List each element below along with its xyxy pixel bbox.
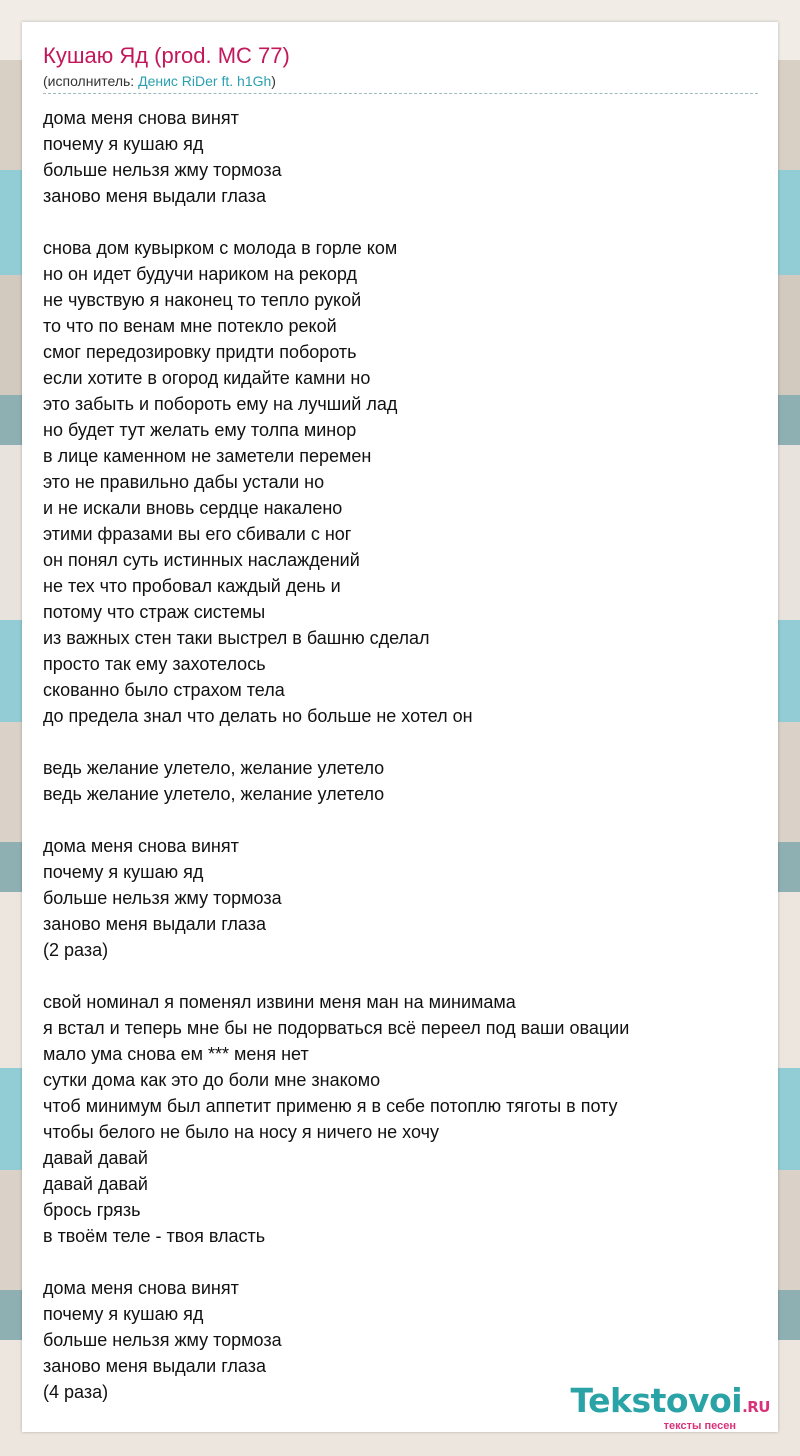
lyric-line: больше нельзя жму тормоза <box>43 160 282 180</box>
lyric-line: мало ума снова ем *** меня нет <box>43 1044 309 1064</box>
lyric-line: давай давай <box>43 1148 148 1168</box>
lyric-line: смог передозировку придти побороть <box>43 342 357 362</box>
lyric-line: дома меня снова винят <box>43 108 239 128</box>
lyric-line: до предела знал что делать но больше не хотел он <box>43 706 473 726</box>
lyric-line: он понял суть истинных наслаждений <box>43 550 360 570</box>
lyric-line: ведь желание улетело, желание улетело <box>43 758 385 778</box>
lyric-line: не тех что пробовал каждый день и <box>43 576 341 596</box>
lyric-line: то что по венам мне потекло рекой <box>43 316 337 336</box>
stanza-gap <box>43 729 758 755</box>
lyric-line: это не правильно дабы устали но <box>43 472 325 492</box>
lyrics-text <box>43 105 758 1405</box>
lyric-line: этими фразами вы его сбивали с ног <box>43 524 352 544</box>
lyric-line: (2 раза) <box>43 940 109 960</box>
logo-name: Tekstovoi <box>570 1381 743 1420</box>
artist-prefix: (исполнитель: <box>43 73 139 89</box>
lyric-line: это забыть и побороть ему на лучший лад <box>43 394 398 414</box>
lyric-line: почему я кушаю яд <box>43 1304 204 1324</box>
lyric-line: чтобы белого не было на носу я ничего не хочу <box>43 1122 439 1142</box>
lyric-line: (4 раза) <box>43 1382 109 1402</box>
lyric-line: больше нельзя жму тормоза <box>43 888 282 908</box>
lyric-line: заново меня выдали глаза <box>43 1356 266 1376</box>
lyric-line: не чувствую я наконец то тепло рукой <box>43 290 362 310</box>
artist-link[interactable]: Денис RiDer ft. h1Gh <box>138 73 272 89</box>
site-logo[interactable] <box>571 1383 770 1432</box>
lyrics-card <box>22 22 778 1432</box>
lyric-line: снова дом кувырком с молода в горле ком <box>43 238 398 258</box>
lyric-line: я встал и теперь мне бы не подорваться всё переел под ваши овации <box>43 1018 630 1038</box>
lyric-line: чтоб минимум был аппетит применю я в себе потоплю тяготы в поту <box>43 1096 618 1116</box>
lyric-line: брось грязь <box>43 1200 141 1220</box>
logo-wordmark <box>571 1383 770 1425</box>
artist-suffix: ) <box>271 73 276 89</box>
artist-line <box>43 71 758 94</box>
lyric-line: заново меня выдали глаза <box>43 186 266 206</box>
lyric-line: почему я кушаю яд <box>43 134 204 154</box>
lyric-line: почему я кушаю яд <box>43 862 204 882</box>
lyric-line: если хотите в огород кидайте камни но <box>43 368 371 388</box>
lyric-line: но он идет будучи нариком на рекорд <box>43 264 358 284</box>
lyric-line: потому что страж системы <box>43 602 266 622</box>
lyric-line: в лице каменном не заметели перемен <box>43 446 372 466</box>
lyric-line: из важных стен таки выстрел в башню сделал <box>43 628 430 648</box>
song-title: Кушаю Яд (prod. MC 77) <box>43 43 290 68</box>
logo-tld: .RU <box>742 1398 770 1416</box>
lyric-line: и не искали вновь сердце накалено <box>43 498 343 518</box>
lyric-line: дома меня снова винят <box>43 836 239 856</box>
stanza-gap <box>43 807 758 833</box>
lyric-line: дома меня снова винят <box>43 1278 239 1298</box>
lyric-line: скованно было страхом тела <box>43 680 285 700</box>
stanza-gap <box>43 209 758 235</box>
logo-tagline: тексты песен <box>663 1420 736 1432</box>
lyric-line: больше нельзя жму тормоза <box>43 1330 282 1350</box>
lyric-line: ведь желание улетело, желание улетело <box>43 784 385 804</box>
lyric-line: в твоём теле - твоя власть <box>43 1226 266 1246</box>
lyric-line: заново меня выдали глаза <box>43 914 266 934</box>
lyric-line: свой номинал я поменял извини меня ман на минимама <box>43 992 516 1012</box>
stanza-gap <box>43 1249 758 1275</box>
lyric-line: просто так ему захотелось <box>43 654 266 674</box>
lyric-line: давай давай <box>43 1174 148 1194</box>
lyric-line: сутки дома как это до боли мне знакомо <box>43 1070 381 1090</box>
lyric-line: но будет тут желать ему толпа минор <box>43 420 357 440</box>
stanza-gap <box>43 963 758 989</box>
